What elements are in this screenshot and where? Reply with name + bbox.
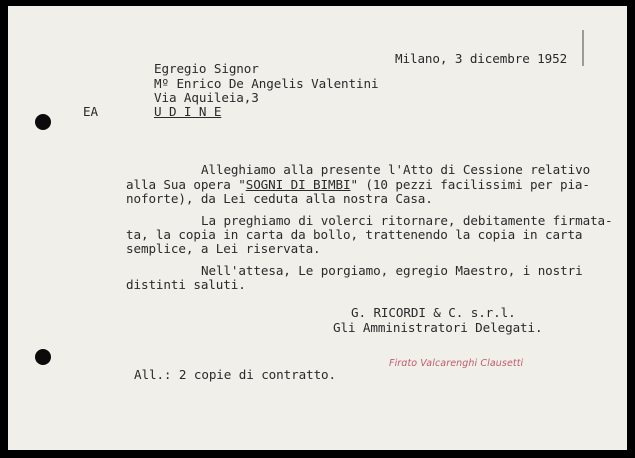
recipient-salutation: Egregio Signor <box>154 61 259 76</box>
recipient-street: Via Aquileia,3 <box>154 90 259 105</box>
paper-mark <box>582 30 584 66</box>
body-p2-line3: semplice, a Lei riservata. <box>126 241 321 256</box>
body-p1-line3: noforte), da Lei ceduta alla nostra Casa. <box>126 191 433 206</box>
signature-company: G. RICORDI & C. s.r.l. <box>351 305 516 320</box>
signature-title: Gli Amministratori Delegati. <box>333 320 543 335</box>
punch-hole-bottom <box>35 349 51 365</box>
enclosure-note: All.: 2 copie di contratto. <box>134 367 337 382</box>
work-title: SOGNI DI BIMBI <box>245 177 351 192</box>
punch-hole-top <box>35 114 51 130</box>
body-p1-line2: alla Sua opera "SOGNI DI BIMBI" (10 pezzi facilissimi per pia- <box>126 177 590 192</box>
body-p1-line1: Alleghiamo alla presente l'Atto di Cessione relativo <box>201 162 591 177</box>
body-p3-line2: distinti saluti. <box>126 277 246 292</box>
letter-date: Milano, 3 dicembre 1952 <box>395 51 568 66</box>
letter-sheet <box>8 6 627 450</box>
recipient-city: U D I N E <box>154 104 222 119</box>
body-p2-line2: ta, la copia in carta da bollo, trattenendo la copia in carta <box>126 227 583 242</box>
body-p2-line1: La preghiamo di volerci ritornare, debitamente firmata- <box>201 213 613 228</box>
recipient-name: Mº Enrico De Angelis Valentini <box>154 76 379 91</box>
body-p3-line1: Nell'attesa, Le porgiamo, egregio Maestro, i nostri <box>201 263 583 278</box>
reference-initials: EA <box>83 104 98 119</box>
signature-stamp: Firɑto Valcarenghi Clausetti <box>389 358 524 369</box>
